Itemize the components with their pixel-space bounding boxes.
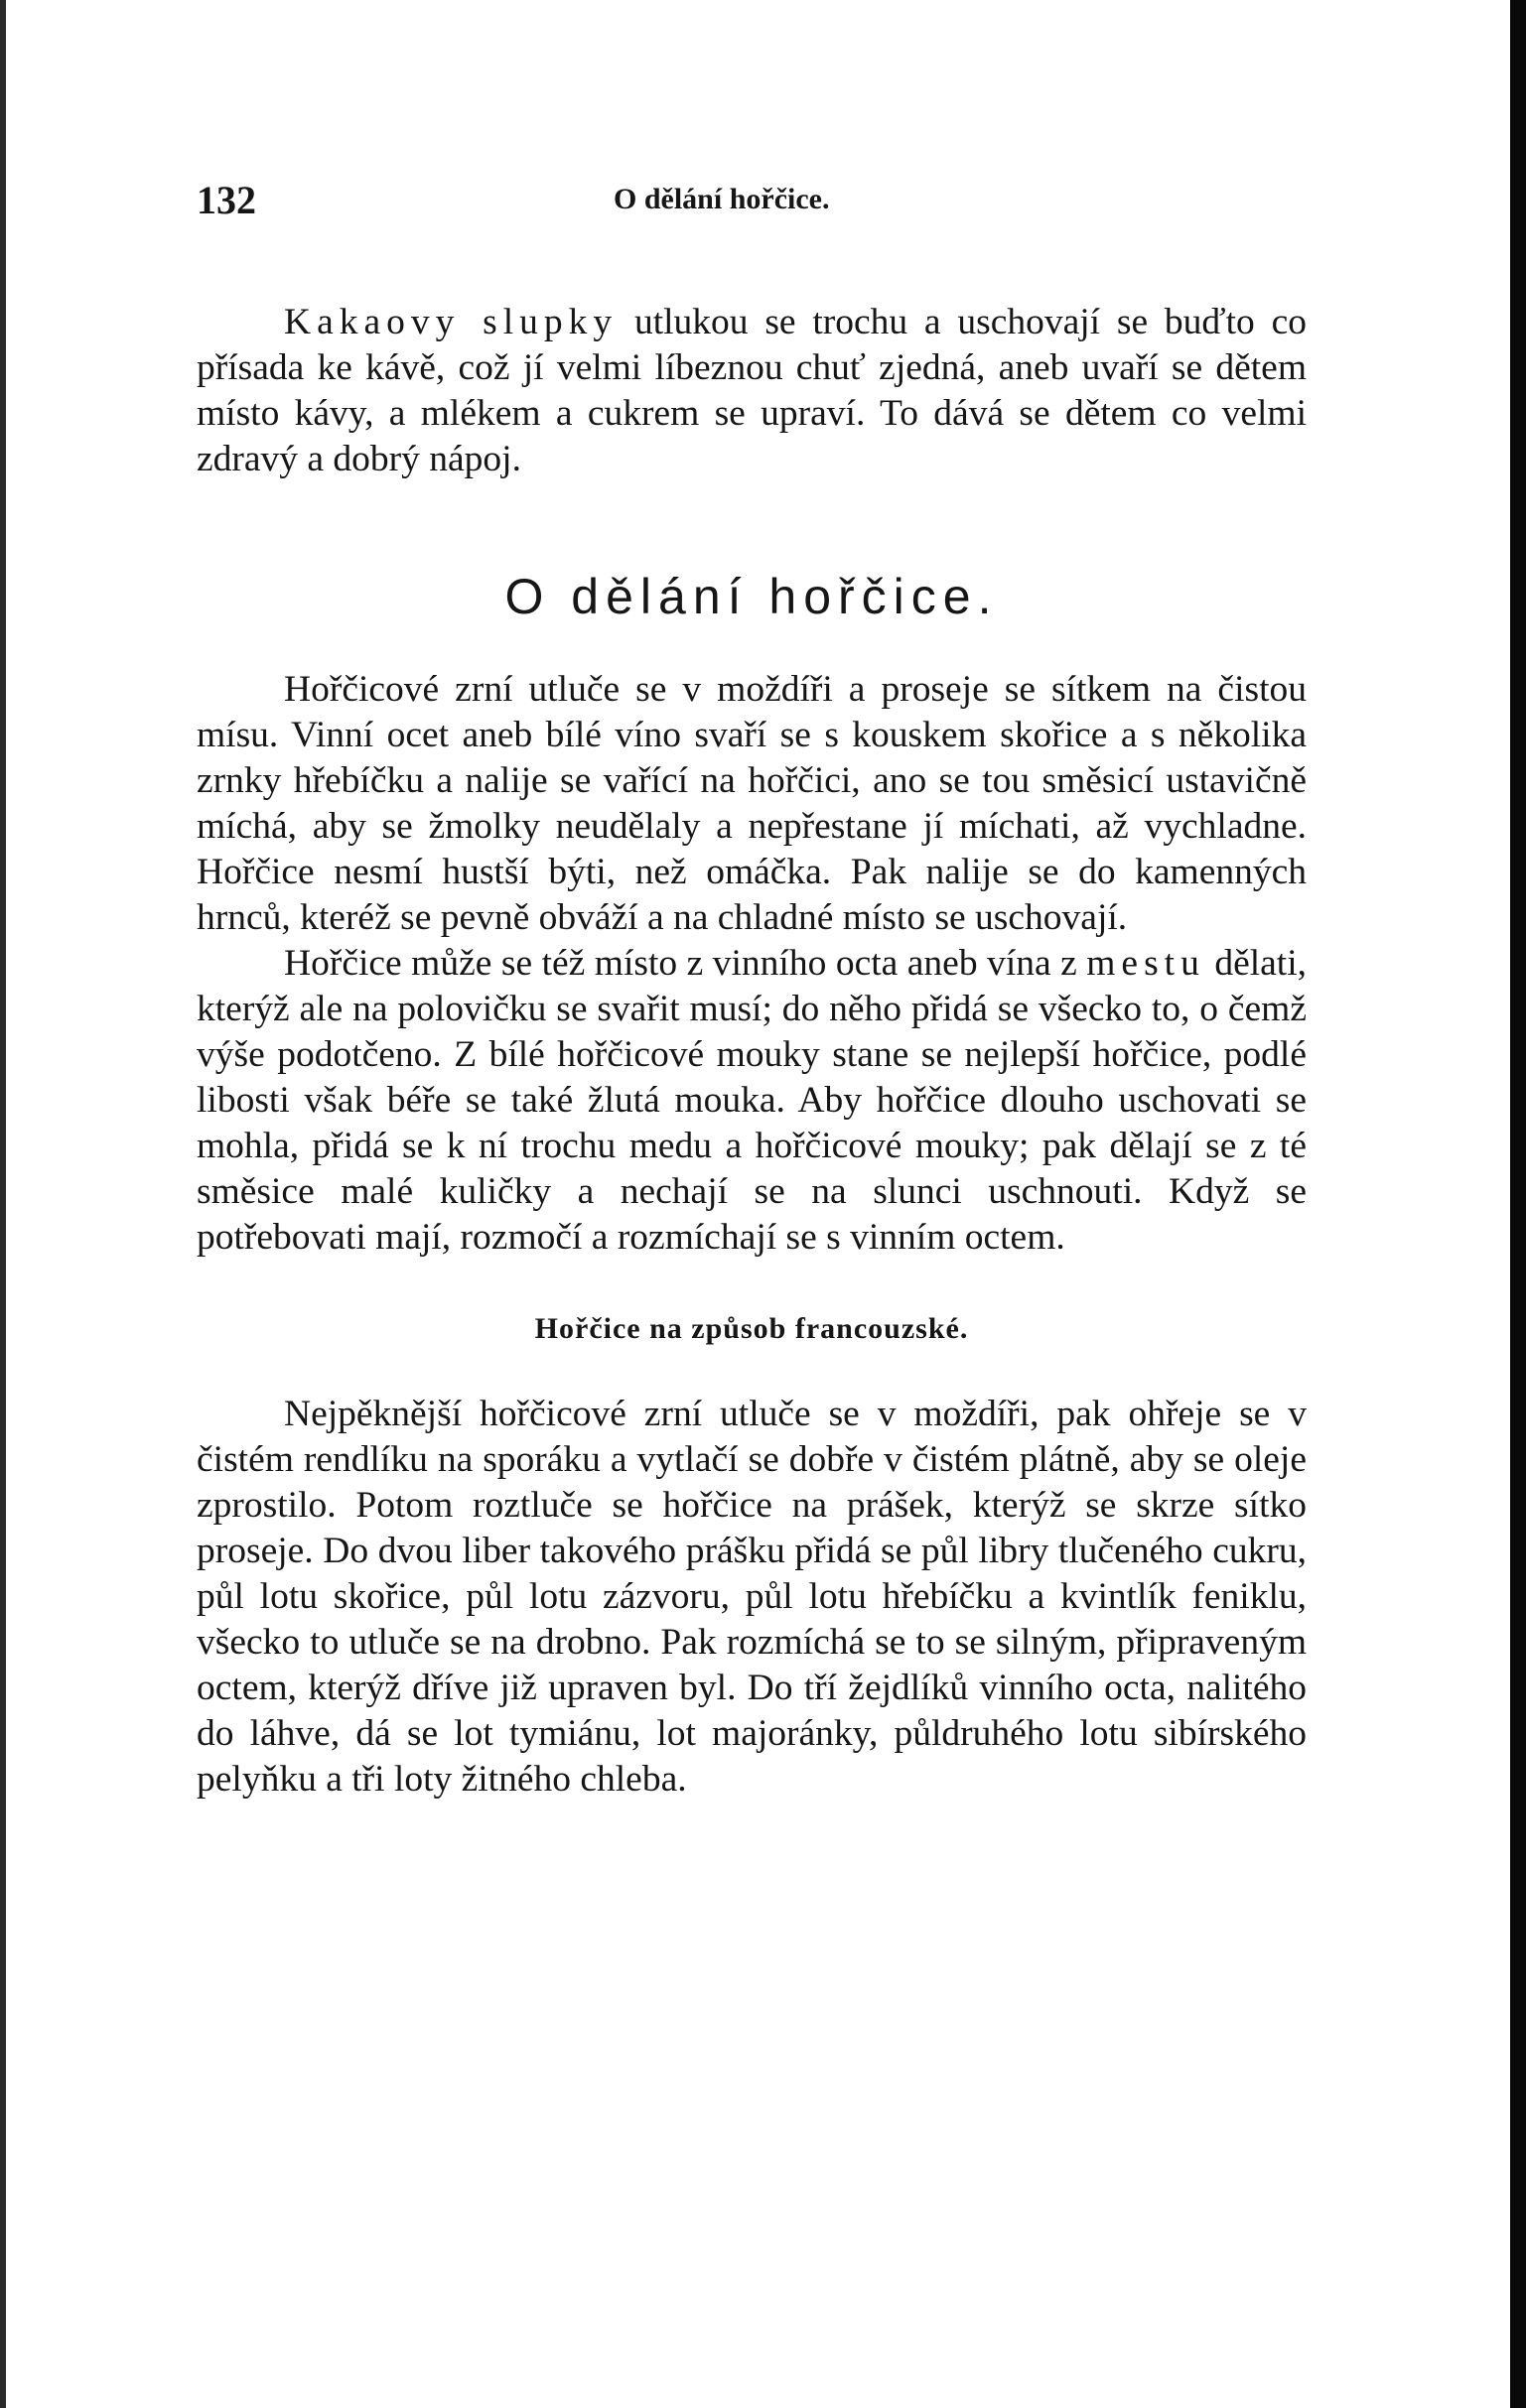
running-head — [197, 169, 1307, 228]
section-heading: O dělání hořčice. — [504, 569, 999, 624]
page-number: 132 — [197, 178, 256, 222]
section-paragraph-2-start: Hořčice může se též místo z vinního octa aneb vína z — [284, 943, 1087, 984]
book-page — [197, 169, 1307, 1803]
intro-lead: Kakaovy slupky — [284, 302, 619, 342]
intro-paragraph — [197, 300, 1307, 482]
scan-edge-left — [0, 0, 6, 2408]
subsection-paragraph-1: Nejpěknější hořčicové zrní utluče se v moždíři, pak ohřeje se v čistém rendlíku na sporáku a vytlačí se dobře v čistém plátně, aby se oleje zprostilo. Potom roztluče se hořčice na prášek, kterýž se skrze sítko proseje. Do dvou liber takového prášku přidá se půl libry tlučeného cukru, půl lotu skořice, půl lotu zázvoru, půl lotu hřebíčku a kvintlík feniklu, všecko to utluče se na drobno. Pak rozmíchá se to se silným, připraveným octem, kterýž dříve již upraven byl. Do tří žejdlíků vinního octa, nalitého do láhve, dá se lot tymiánu, lot majoránky, půldruhého lotu sibírského pelyňku a tři loty žitného chleba. — [197, 1394, 1307, 1800]
scan-edge-right — [1510, 0, 1526, 2408]
section-paragraph-1: Hořčicové zrní utluče se v moždíři a proseje se sítkem na čistou mísu. Vinní ocet aneb bílé víno svaří se s kouskem skořice a s několika zrnky hřebíčku a nalije se vařící na hořčici, ano se tou směsicí ustavičně míchá, aby se žmolky neudělaly a nepřestane jí míchati, až vychladne. Hořčice nesmí hustší býti, než omáčka. Pak nalije se do kamenných hrnců, kteréž se pevně obváží a na chladné místo se uschovají. — [197, 669, 1307, 938]
running-title: O dělání hořčice. — [614, 183, 830, 215]
subsection-heading: Hořčice na způsob francouzské. — [534, 1312, 969, 1345]
intro-text: utlukou se trochu a uschovají se buďto co přísada ke kávě, což jí velmi líbeznou chuť zjedná, aneb uvaří se dětem místo kávy, a mlékem a cukrem se upraví. To dává se dětem co velmi zdravý a dobrý nápoj. — [197, 302, 1307, 479]
section-paragraph-2-spaced: mestu — [1086, 943, 1205, 984]
section-paragraph-2 — [197, 941, 1307, 1261]
section-paragraph-2-end: dělati, kterýž ale na polovičku se svařit musí; do něho přidá se všecko to, o čemž výše podotčeno. Z bílé hořčicové mouky stane se nejlepší hořčice, podlé libosti však béře se také žlutá mouka. Aby hořčice dlouho uschovati se mohla, přidá se k ní trochu medu a hořčicové mouky; pak dělají se z té směsice malé kuličky a nechají se na slunci uschnouti. Když se potřebovati mají, rozmočí a rozmíchají se s vinním octem. — [197, 943, 1308, 1258]
